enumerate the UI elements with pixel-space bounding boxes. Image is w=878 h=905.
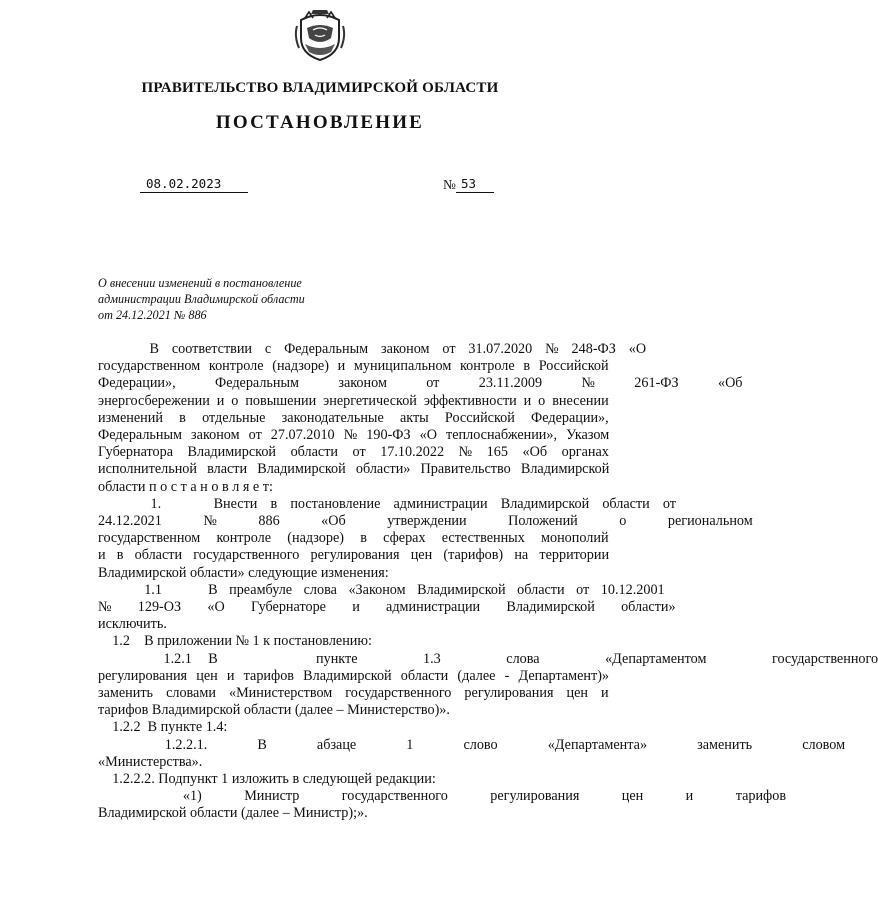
body-line xyxy=(98,461,609,478)
body-line xyxy=(98,444,609,461)
body-line-text: тарифов Владимирской области (далее – Министерство)». xyxy=(98,702,450,719)
body-line xyxy=(98,341,647,358)
body-line-text: 1.2 В приложении № 1 к постановлению: xyxy=(98,633,372,650)
date-underline xyxy=(140,192,248,193)
body-line xyxy=(98,427,609,444)
body-line xyxy=(98,565,609,582)
body-line xyxy=(98,358,609,375)
body-line-text: «1) Министр государственного регулирования цен и тарифов xyxy=(98,788,787,805)
body-line-text: государственном контроле (надзоре) в сферах естественных монополий xyxy=(98,530,609,547)
body-line-text: Федерации», Федеральным законом от 23.11.2009 № 261-ФЗ «Об xyxy=(98,375,743,392)
body-line xyxy=(98,805,609,822)
body-line xyxy=(98,771,609,788)
body-line-text: Владимирской области (далее – Министр);». xyxy=(98,805,368,822)
number-underline xyxy=(456,192,494,193)
body-line-text: 1. Внести в постановление администрации Владимирской области от xyxy=(98,495,676,512)
document-body xyxy=(98,341,878,823)
body-line xyxy=(98,702,609,719)
body-line xyxy=(98,668,609,685)
coat-of-arms-icon xyxy=(291,8,349,62)
body-line-text: № 129-ОЗ «О Губернаторе и администрации Владимирской области» xyxy=(98,599,676,616)
body-line-text: и в области государственного регулирования цен (тарифов) на территории xyxy=(98,547,610,564)
body-line xyxy=(98,375,743,392)
body-line xyxy=(98,616,609,633)
body-line xyxy=(98,685,609,702)
body-line-text: Федеральным законом от 27.07.2010 № 190-ФЗ «О теплоснабжении», Указом xyxy=(98,427,610,444)
document-subject xyxy=(98,275,398,323)
body-line-text: регулирования цен и тарифов Владимирской области (далее - Департамент)» xyxy=(98,667,610,684)
body-line xyxy=(98,633,609,650)
subject-line: администрации Владимирской области xyxy=(98,292,305,306)
body-line-text: Губернатора Владимирской области от 17.10.2022 № 165 «Об органах xyxy=(98,444,609,461)
body-line xyxy=(98,547,609,564)
body-line xyxy=(98,754,609,771)
document-type-title: ПОСТАНОВЛЕНИЕ xyxy=(215,112,425,133)
body-line-text: государственном контроле (надзоре) и муниципальном контроле в Российской xyxy=(98,358,609,375)
number-sign: № xyxy=(443,177,456,192)
document-date: 08.02.2023 xyxy=(146,176,222,191)
body-line xyxy=(98,581,665,599)
body-line-text: Владимирской области» следующие изменения: xyxy=(98,564,389,581)
body-line-text: 24.12.2021 № 886 «Об утверждении Положений о региональном xyxy=(98,513,753,530)
body-line xyxy=(98,410,609,427)
body-line xyxy=(98,650,878,668)
body-line-text: 1.2.2.1. В абзаце 1 слово «Департамента» заменить словом xyxy=(98,736,846,753)
body-line xyxy=(98,495,676,513)
body-line-text: В соответствии с Федеральным законом от 31.07.2020 № 248-ФЗ «О xyxy=(98,341,647,357)
government-name: ПРАВИТЕЛЬСТВО ВЛАДИМИРСКОЙ ОБЛАСТИ xyxy=(141,80,499,96)
body-line-text: 1.2.2.2. Подпункт 1 изложить в следующей редакции: xyxy=(98,771,436,788)
body-line xyxy=(98,719,609,736)
document-number: 53 xyxy=(461,176,477,191)
body-line xyxy=(98,530,609,547)
body-line-text: заменить словами «Министерством государственного регулирования цен и xyxy=(98,685,609,702)
body-line-text: 1.1 В преамбуле слова «Законом Владимирской области от 10.12.2001 xyxy=(98,581,665,598)
body-line xyxy=(98,736,846,754)
body-line-text: 1.2.1 В пункте 1.3 слова «Департаментом государственного xyxy=(98,650,878,667)
body-line xyxy=(98,599,676,616)
body-line-text: изменений в отдельные законодательные акты Российской Федерации», xyxy=(98,409,609,426)
body-line xyxy=(98,788,787,805)
body-line-text: исключить. xyxy=(98,616,167,633)
body-line-text: 1.2.2 В пункте 1.4: xyxy=(98,719,228,736)
body-line xyxy=(98,479,609,496)
subject-line: от 24.12.2021 № 886 xyxy=(98,308,207,322)
subject-line: О внесении изменений в постановление xyxy=(98,276,302,290)
body-line-text: области п о с т а н о в л я е т: xyxy=(98,478,273,495)
body-line-text: «Министерства». xyxy=(98,753,203,770)
body-line xyxy=(98,513,753,530)
body-line-text: исполнительной власти Владимирской области» Правительство Владимирской xyxy=(98,461,610,478)
body-line-text: энергосбережении и о повышении энергетической эффективности и о внесении xyxy=(98,392,609,409)
body-line xyxy=(98,393,609,410)
